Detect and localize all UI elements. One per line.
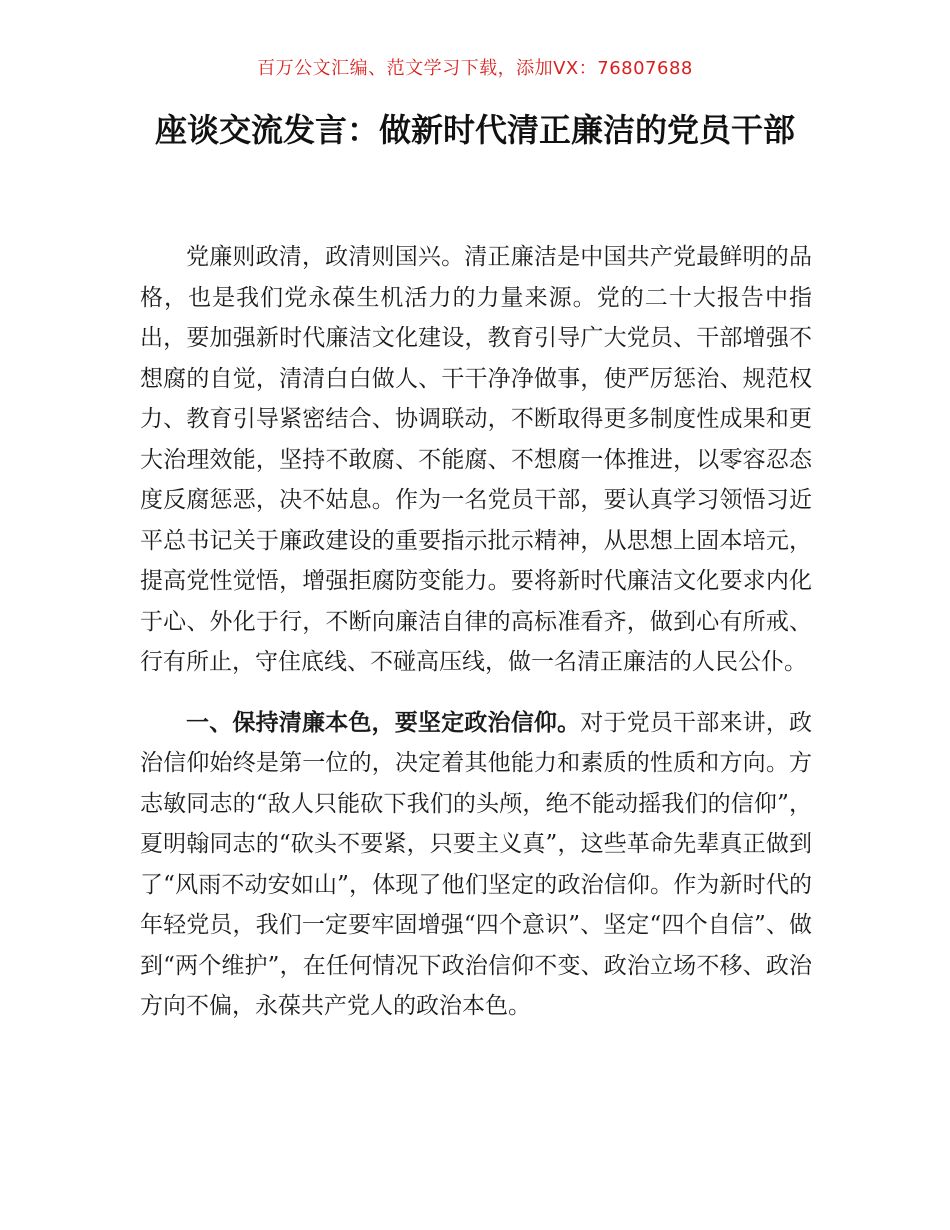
document-title: 座谈交流发言：做新时代清正廉洁的党员干部 [154,111,795,149]
promo-header: 百万公文汇编、范文学习下载，添加VX：76807688 [257,58,693,79]
document-body [140,237,812,1027]
section-heading: 一、保持清廉本色，要坚定政治信仰。 [186,709,581,736]
paragraph-intro [140,237,812,683]
paragraph-section-one [140,703,812,1027]
paragraph-text: 对于党员干部来讲，政治信仰始终是第一位的，决定着其他能力和素质的性质和方向。方志敏同志的“敌人只能砍下我们的头颅，绝不能动摇我们的信仰”，夏明翰同志的“砍头不要紧，只要主义真”，这些革命先辈真正做到了“风雨不动安如山”，体现了他们坚定的政治信仰。作为新时代的年轻党员，我们一定要牢固增强“四个意识”、坚定“四个自信”、做到“两个维护”，在任何情况下政治信仰不变、政治立场不移、政治方向不偏，永葆共产党人的政治本色。 [140,709,813,1019]
paragraph-text: 党廉则政清，政清则国兴。清正廉洁是中国共产党最鲜明的品格，也是我们党永葆生机活力的力量来源。党的二十大报告中指出，要加强新时代廉洁文化建设，教育引导广大党员、干部增强不想腐的自觉，清清白白做人、干干净净做事，使严厉惩治、规范权力、教育引导紧密结合、协调联动，不断取得更多制度性成果和更大治理效能，坚持不敢腐、不能腐、不想腐一体推进，以零容忍态度反腐惩恶，决不姑息。作为一名党员干部，要认真学习领悟习近平总书记关于廉政建设的重要指示批示精神，从思想上固本培元，提高党性觉悟，增强拒腐防变能力。要将新时代廉洁文化要求内化于心、外化于行，不断向廉洁自律的高标准看齐，做到心有所戒、行有所止，守住底线、不碰高压线，做一名清正廉洁的人民公仆。 [140,244,812,675]
